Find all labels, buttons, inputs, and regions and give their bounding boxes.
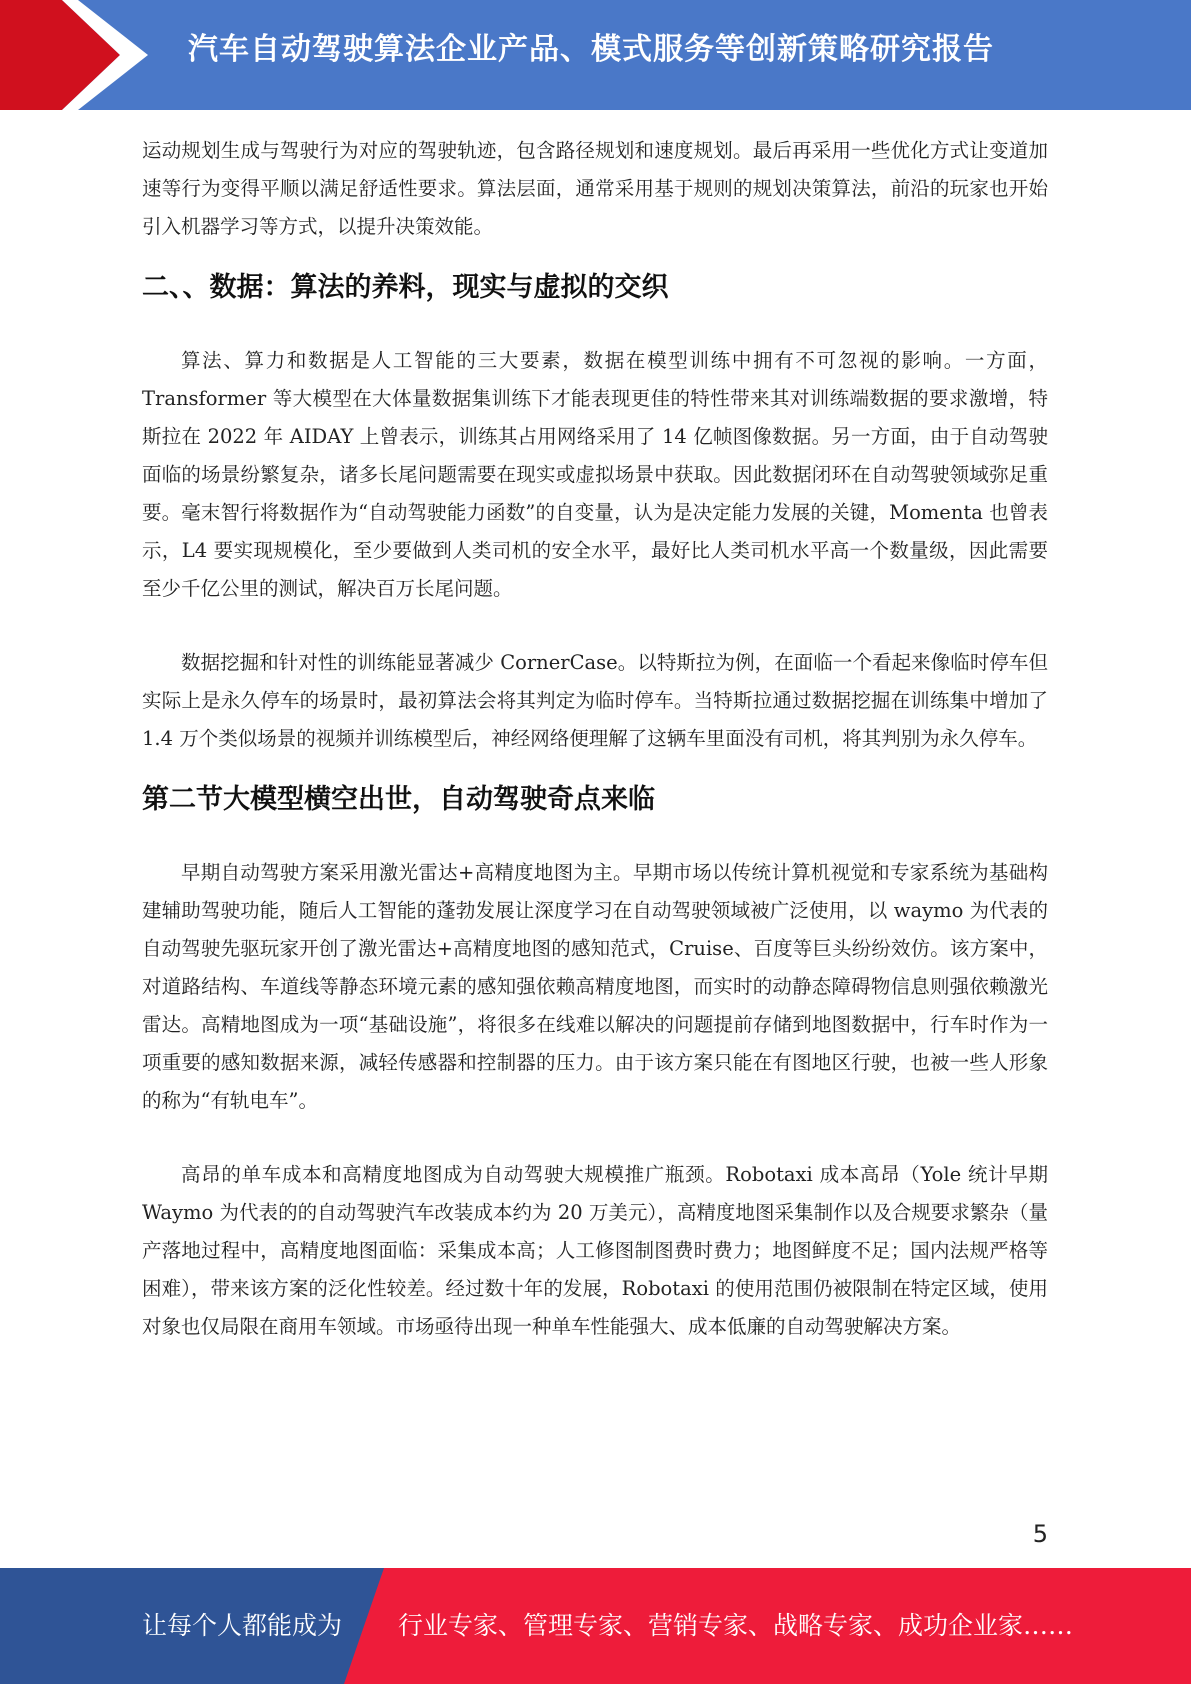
paragraph-lidar-hd-map: 早期自动驾驶方案采用激光雷达+高精度地图为主。早期市场以传统计算机视觉和专家系统为基础构建辅助驾驶功能，随后人工智能的蓬勃发展让深度学习在自动驾驶领域被广泛使用，以 waymo 为代表的自动驾驶先驱玩家开创了激光雷达+高精度地图的感知范式，Cruise、百度等巨头纷纷效仿。该方案中，对道路结构、车道线等静态环境元素的感知强依赖高精度地图，而实时的动静态障碍物信息则强依赖激光雷达。高精地图成为一项“基础设施”，将很多在线难以解决的问题提前存储到地图数据中，行车时作为一项重要的感知数据来源，减轻传感器和控制器的压力。由于该方案只能在有图地区行驶，也被一些人形象的称为“有轨电车”。 bbox=[142, 861, 1048, 1112]
paragraph-data-importance: 算法、算力和数据是人工智能的三大要素，数据在模型训练中拥有不可忽视的影响。一方面，Transformer 等大模型在大体量数据集训练下才能表现更佳的特性带来其对训练端数据的要求激增，特斯拉在 2022 年 AIDAY 上曾表示，训练其占用网络采用了 14 亿帧图像数据。另一方面，由于自动驾驶面临的场景纷繁复杂，诸多长尾问题需要在现实或虚拟场景中获取。因此数据闭环在自动驾驶领域弥足重要。毫末智行将数据作为“自动驾驶能力函数”的自变量，认为是决定能力发展的关键，Momenta 也曾表示，L4 要实现规模化，至少要做到人类司机的安全水平，最好比人类司机水平高一个数量级，因此需要至少千亿公里的测试，解决百万长尾问题。 bbox=[142, 349, 1048, 600]
footer-slogan-left: 让每个人都能成为 bbox=[142, 1611, 343, 1640]
paragraph-cost-bottleneck: 高昂的单车成本和高精度地图成为自动驾驶大规模推广瓶颈。Robotaxi 成本高昂（Yole 统计早期 Waymo 为代表的的自动驾驶汽车改装成本约为 20 万美元），高精度地图采集制作以及合规要求繁杂（量产落地过程中，高精度地图面临：采集成本高；人工修图制图费时费力；地图鲜度不足；国内法规严格等困难），带来该方案的泛化性较差。经过数十年的发展，Robotaxi 的使用范围仍被限制在特定区域，使用对象也仅局限在商用车领域。市场亟待出现一种单车性能强大、成本低廉的自动驾驶解决方案。 bbox=[142, 1163, 1048, 1338]
page-number: 5 bbox=[1032, 1520, 1048, 1548]
page-footer bbox=[0, 1568, 1191, 1684]
section-heading-data: 二、、数据：算法的养料，现实与虚拟的交织 bbox=[142, 272, 669, 303]
paragraph-motion-planning: 运动规划生成与驾驶行为对应的驾驶轨迹，包含路径规划和速度规划。最后再采用一些优化方式让变道加速等行为变得平顺以满足舒适性要求。算法层面，通常采用基于规则的规划决策算法，前沿的玩家也开始引入机器学习等方式，以提升决策效能。 bbox=[142, 139, 1048, 238]
footer-slogan-right: 行业专家、管理专家、营销专家、战略专家、成功企业家…… bbox=[398, 1611, 1074, 1640]
page-content bbox=[142, 132, 1048, 1346]
header-arrow-decoration bbox=[0, 0, 200, 110]
paragraph-corner-case: 数据挖掘和针对性的训练能显著减少 CornerCase。以特斯拉为例，在面临一个看起来像临时停车但实际上是永久停车的场景时，最初算法会将其判定为临时停车。当特斯拉通过数据挖掘在训练集中增加了 1.4 万个类似场景的视频并训练模型后，神经网络便理解了这辆车里面没有司机，将其判别为永久停车。 bbox=[142, 651, 1048, 750]
report-title: 汽车自动驾驶算法企业产品、模式服务等创新策略研究报告 bbox=[188, 32, 994, 67]
header-red-arrow bbox=[0, 0, 120, 110]
page-header bbox=[0, 0, 1191, 110]
section-heading-large-models: 第二节大模型横空出世，自动驾驶奇点来临 bbox=[142, 784, 655, 815]
